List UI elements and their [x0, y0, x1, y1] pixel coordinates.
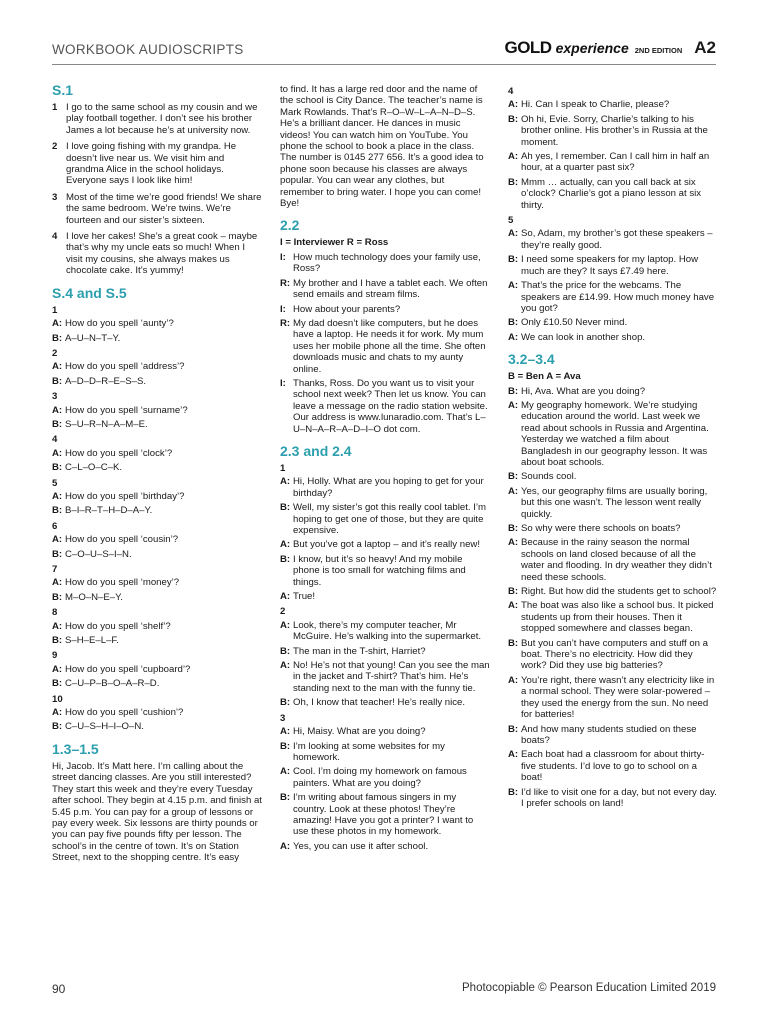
dialogue-line [508, 317, 718, 328]
dialogue-line [52, 405, 262, 416]
speaker-label: B: [280, 645, 291, 657]
dialogue-text: I’m looking at some websites for my homework. [293, 740, 445, 763]
dialogue-line [508, 177, 718, 211]
speaker-label: A: [280, 591, 291, 603]
dialogue-number: 5 [508, 215, 514, 227]
dialogue-line [52, 635, 262, 646]
dialogue-line [52, 534, 262, 545]
dialogue-text: C–U–S–H–I–O–N. [65, 721, 144, 733]
speaker-label: A: [52, 534, 63, 546]
dialogue-text: How do you spell ‘surname’? [65, 404, 188, 416]
speaker-label: A: [52, 707, 63, 719]
speaker-label: B: [52, 505, 63, 517]
dialogue-line [52, 664, 262, 675]
speaker-label: A: [280, 840, 291, 852]
dialogue-text: But you’ve got a laptop – and it’s really new! [293, 539, 481, 551]
dialogue-line [508, 386, 718, 397]
speaker-label: B: [280, 553, 291, 565]
dialogue-text: C–L–O–C–K. [65, 462, 123, 474]
dialogue-line [508, 151, 718, 174]
dialogue-text: How about your parents? [293, 303, 401, 315]
dialogue-text: B–I–R–T–H–D–A–Y. [65, 505, 153, 517]
section-heading: 2.2 [280, 217, 300, 234]
speaker-label: A: [52, 318, 63, 330]
dialogue-text: No! He’s not that young! Can you see the man in the jacket and T-shirt? That’s him. He’s standing next to the man with the funny tie. [293, 660, 490, 694]
item-number: 1 [52, 102, 58, 113]
dialogue-line [52, 361, 262, 372]
dialogue-text: Hi, Maisy. What are you doing? [293, 726, 426, 738]
dialogue-text: M–O–N–E–Y. [65, 591, 123, 603]
dialogue-line [280, 660, 490, 694]
section-heading: S.1 [52, 82, 74, 98]
dialogue-text: I’d like to visit one for a day, but not every day. I prefer schools on land! [521, 786, 717, 809]
dialogue-text: I need some speakers for my laptop. How much are they? It says £7.49 here. [521, 254, 699, 277]
dialogue-text: Yes, our geography films are usually boring, but this one wasn’t. The lesson went really quickly. [521, 485, 708, 520]
dialogue-line [52, 376, 262, 387]
speaker-label: A: [280, 476, 291, 488]
speaker-label: B: [508, 637, 519, 649]
speaker-label: B: [280, 502, 291, 514]
dialogue-number: 1 [52, 304, 58, 316]
dialogue-line [508, 586, 718, 597]
dialogue-number: 2 [52, 347, 58, 359]
dialogue-text: A–U–N–T–Y. [65, 332, 121, 344]
speaker-label: I: [280, 251, 286, 263]
dialogue-line [52, 721, 262, 732]
dialogue-line [280, 591, 490, 602]
dialogue-text: Sounds cool. [521, 471, 577, 483]
dialogue-line [508, 749, 718, 783]
dialogue-text: I know, but it’s so heavy! And my mobile phone is too small for watching films and things. [293, 553, 466, 588]
dialogue-text: Hi. Can I speak to Charlie, please? [521, 99, 670, 111]
speaker-label: B: [280, 697, 291, 709]
speaker-label: I: [280, 303, 286, 315]
speaker-label: B: [52, 721, 63, 733]
dialogue-line [280, 554, 490, 588]
dialogue-line [508, 638, 718, 672]
numbered-item [52, 141, 262, 187]
speaker-label: B: [508, 113, 519, 125]
dialogue-text: The man in the T-shirt, Harriet? [293, 645, 426, 657]
dialogue-line [508, 600, 718, 634]
speaker-label: A: [508, 537, 519, 549]
dialogue-text: And how many students studied on these boats? [521, 723, 697, 746]
speaker-label: A: [508, 399, 519, 411]
dialogue-line [280, 252, 490, 275]
item-text: I love going fishing with my grandpa. He doesn’t live near us. We visit him and grandma Alice in the school holidays. Everyone says I look like him! [66, 141, 237, 187]
dialogue-line [52, 448, 262, 459]
dialogue-line [52, 592, 262, 603]
dialogue-number: 2 [280, 606, 286, 618]
dialogue-line [508, 332, 718, 343]
dialogue-text: So, Adam, my brother’s got these speakers – they’re really good. [521, 228, 713, 251]
dialogue-line [52, 491, 262, 502]
dialogue-text: Only £10.50 Never mind. [521, 317, 628, 329]
dialogue-line [52, 707, 262, 718]
dialogue-text: Thanks, Ross. Do you want us to visit your school next week? Then let us know. You can leave a message on the radio station website. Our address is www.lunaradio.com. That’s L–U–N–A–R–A–D–I–O dot com. [293, 377, 488, 435]
dialogue-number: 3 [52, 391, 58, 403]
page-number: 90 [52, 982, 66, 996]
dialogue-line [52, 419, 262, 430]
column-2 [280, 82, 490, 855]
speaker-label: B: [52, 462, 63, 474]
dialogue-line [508, 228, 718, 251]
dialogue-line [280, 741, 490, 764]
speaker-label: B: [52, 375, 63, 387]
dialogue-text: How do you spell ‘birthday’? [65, 490, 185, 502]
brand-experience: experience [555, 40, 629, 56]
speaker-key: I = Interviewer R = Ross [280, 237, 389, 249]
dialogue-text: The boat was also like a school bus. It picked students up from their houses. Then it stopped somewhere and classes began. [521, 600, 714, 635]
dialogue-text: How do you spell ‘aunty’? [65, 318, 174, 330]
speaker-label: R: [280, 317, 291, 329]
speaker-label: A: [508, 600, 519, 612]
brand-edition: 2ND EDITION [634, 46, 683, 55]
speaker-label: B: [52, 635, 63, 647]
dialogue-number: 4 [52, 434, 58, 446]
dialogue-text: Oh, I know that teacher! He’s really nice. [293, 697, 466, 709]
speaker-label: B: [280, 792, 291, 804]
dialogue-text: Because in the rainy season the normal schools on land closed because of all the water and flooding. In dry weather they didn’t need these schools. [521, 537, 712, 583]
dialogue-line [52, 678, 262, 689]
speaker-label: A: [508, 485, 519, 497]
dialogue-text: How do you spell ‘money’? [65, 577, 180, 589]
speaker-label: B: [508, 385, 519, 397]
speaker-label: A: [280, 619, 291, 631]
dialogue-text: My dad doesn’t like computers, but he does have a laptop. He needs it for work. My mum uses her mobile phone all the time. She often downloads music and chats to my aunty online. [293, 317, 486, 375]
speaker-label: A: [508, 674, 519, 686]
speaker-label: B: [52, 678, 63, 690]
dialogue-line [508, 724, 718, 747]
dialogue-number: 3 [280, 712, 286, 724]
dialogue-line [52, 462, 262, 473]
section-heading: S.4 and S.5 [52, 284, 127, 301]
column-1 [52, 82, 262, 868]
numbered-item [52, 192, 262, 226]
dialogue-text: C–O–U–S–I–N. [65, 548, 132, 560]
dialogue-line [52, 333, 262, 344]
speaker-label: A: [508, 99, 519, 111]
speaker-label: B: [508, 523, 519, 534]
item-text: I go to the same school as my cousin and we play football together. I don’t see his brother James a lot because he’s at university now. [66, 102, 258, 136]
dialogue-line [280, 502, 490, 536]
dialogue-text: Yes, you can use it after school. [293, 840, 429, 852]
speaker-label: B: [52, 548, 63, 560]
dialogue-line [52, 577, 262, 588]
paragraph: to find. It has a large red door and the name of the school is City Dance. The teacher’s name is Mark Rowlands. That’s R–O–W–L–A–N–D–S. He’s a brilliant dancer. He dances in music videos! You can watch him on YouTube. You phone the school to book a place in the class. The number is 0145 277 656. It’s a good idea to phone soon because his classes are always popular. You can wear any clothes, but remember to bring water. I hope you can come! Bye! [280, 84, 484, 210]
dialogue-text: I’m writing about famous singers in my country. Look at these photos! They’re amazing! Have you got a printer? I want to use these photos in my homework. [293, 792, 474, 838]
speaker-label: A: [508, 280, 519, 292]
dialogue-line [52, 621, 262, 632]
column-3 [508, 82, 718, 812]
dialogue-line [280, 726, 490, 737]
dialogue-text: You’re right, there wasn’t any electricity like in a normal school. They were solar-powered – they used the energy from the sun. No need for batteries! [521, 674, 715, 721]
speaker-label: B: [508, 254, 519, 266]
dialogue-text: How do you spell ‘clock’? [65, 447, 173, 459]
speaker-label: A: [280, 726, 291, 738]
dialogue-line [508, 400, 718, 468]
dialogue-text: How do you spell ‘cushion’? [65, 707, 184, 719]
copyright-notice: Photocopiable © Pearson Education Limited 2019 [462, 982, 716, 994]
speaker-label: R: [280, 277, 291, 289]
section-heading: 2.3 and 2.4 [280, 442, 352, 459]
dialogue-line [508, 523, 718, 534]
speaker-label: B: [508, 586, 519, 598]
section-heading: 1.3–1.5 [52, 740, 99, 757]
dialogue-line [508, 114, 718, 148]
dialogue-text: So why were there schools on boats? [521, 523, 681, 534]
dialogue-line [280, 476, 490, 499]
item-text: I love her cakes! She’s a great cook – maybe that’s why my uncle eats so much! When I visit my cousins, she always makes us chocolate cake. It’s yummy! [66, 231, 258, 277]
dialogue-text: C–U–P–B–O–A–R–D. [65, 678, 160, 690]
dialogue-text: How do you spell ‘shelf’? [65, 620, 171, 632]
dialogue-line [508, 537, 718, 583]
dialogue-text: A–D–D–R–E–S–S. [65, 375, 147, 387]
dialogue-text: Look, there’s my computer teacher, Mr McGuire. He’s walking into the supermarket. [293, 619, 482, 643]
paragraph: Hi, Jacob. It’s Matt here. I’m calling about the street dancing classes. Are you still interested? They start this week and they’re every Tuesday after school. They begin at 4.15 p.m. and finish at 5.45 p.m. You can pay for a group of lessons or pay every week. Six lessons are thirty pounds or you can pay five pounds fifty per lesson. The school’s in the centre of town. It’s on Station Street, next to the shopping centre. It’s easy [52, 760, 262, 864]
speaker-label: A: [52, 404, 63, 416]
dialogue-text: How do you spell ‘address’? [65, 361, 185, 373]
speaker-label: A: [508, 151, 519, 163]
dialogue-number: 6 [52, 520, 58, 532]
speaker-label: B: [508, 176, 519, 188]
dialogue-line [52, 318, 262, 329]
brand-level: A2 [694, 38, 716, 57]
dialogue-line [508, 254, 718, 277]
dialogue-text: My brother and I have a tablet each. We often send emails and stream films. [293, 277, 488, 301]
dialogue-line [280, 278, 490, 301]
dialogue-text: Mmm … actually, can you call back at six o’clock? Charlie’s got a piano lesson at six thirty. [521, 176, 702, 211]
dialogue-text: S–H–E–L–F. [65, 635, 119, 647]
speaker-key: B = Ben A = Ava [508, 371, 581, 383]
dialogue-text: Hi, Ava. What are you doing? [521, 385, 646, 397]
speaker-label: A: [52, 490, 63, 502]
speaker-label: A: [52, 361, 63, 373]
speaker-label: A: [280, 539, 291, 551]
dialogue-line [508, 280, 718, 314]
dialogue-text: Hi, Holly. What are you hoping to get for your birthday? [293, 476, 484, 499]
dialogue-text: Ah yes, I remember. Can I call him in half an hour, at a quarter past six? [521, 151, 710, 174]
dialogue-line [508, 471, 718, 482]
brand-gold: GOLD [504, 38, 552, 57]
dialogue-line [52, 549, 262, 560]
numbered-item [52, 231, 262, 277]
speaker-label: I: [280, 377, 286, 389]
dialogue-number: 7 [52, 564, 58, 575]
item-number: 2 [52, 141, 58, 153]
speaker-label: B: [52, 591, 63, 603]
dialogue-line [280, 378, 490, 435]
speaker-label: A: [508, 331, 519, 343]
dialogue-number: 9 [52, 650, 58, 662]
dialogue-line [280, 620, 490, 643]
dialogue-number: 1 [280, 462, 286, 474]
dialogue-text: S–U–R–N–A–M–E. [65, 418, 148, 430]
speaker-label: A: [280, 766, 291, 778]
speaker-label: B: [508, 723, 519, 735]
speaker-label: A: [52, 663, 63, 675]
dialogue-text: Right. But how did the students get to school? [521, 586, 717, 598]
dialogue-line [280, 841, 490, 852]
dialogue-line [508, 486, 718, 520]
dialogue-number: 10 [52, 693, 63, 705]
dialogue-line [508, 675, 718, 721]
dialogue-text: How do you spell ‘cupboard’? [65, 663, 191, 675]
dialogue-line [52, 505, 262, 516]
dialogue-text: But you can’t have computers and stuff on a boat. There’s no electricity. How did they work? Did they use big batteries? [521, 637, 709, 672]
dialogue-text: My geography homework. We’re studying education around the world. Last week we read about schools in Russia and Argentina. Yesterday we watched a film about Bangladesh in our geography lesson. It was about boat schools. [521, 399, 709, 468]
speaker-label: B: [508, 471, 519, 483]
dialogue-number: 4 [508, 86, 514, 97]
dialogue-line [280, 792, 490, 838]
speaker-label: B: [52, 418, 63, 430]
dialogue-text: Each boat had a classroom for about thirty-five students. I’d love to go to school on a boat! [521, 749, 705, 784]
speaker-label: A: [508, 749, 519, 761]
dialogue-text: True! [293, 591, 316, 603]
item-number: 4 [52, 231, 58, 243]
dialogue-text: How do you spell ‘cousin’? [65, 534, 179, 546]
speaker-label: A: [280, 660, 291, 672]
brand-logo [504, 38, 716, 58]
speaker-label: A: [52, 577, 63, 589]
dialogue-line [508, 99, 718, 110]
dialogue-line [280, 646, 490, 657]
speaker-label: B: [508, 317, 519, 329]
numbered-item [52, 102, 262, 136]
dialogue-text: We can look in another shop. [521, 331, 646, 343]
dialogue-text: How much technology does your family use, Ross? [293, 251, 481, 275]
page-header [52, 38, 716, 65]
speaker-label: A: [508, 228, 519, 240]
dialogue-line [280, 304, 490, 315]
dialogue-text: Oh hi, Evie. Sorry, Charlie’s talking to his brother online. His brother’s in Russia at the moment. [521, 113, 708, 148]
speaker-label: A: [52, 447, 63, 459]
dialogue-line [280, 539, 490, 550]
speaker-label: B: [52, 332, 63, 344]
speaker-label: B: [508, 786, 519, 798]
dialogue-text: Well, my sister’s got this really cool tablet. I’m hoping to get one of those, but they are quite expensive. [293, 502, 487, 536]
dialogue-line [508, 787, 718, 810]
dialogue-line [280, 766, 490, 789]
item-text: Most of the time we’re good friends! We share the same bedroom. We’re twins. We’re fourteen and our sister’s sixteen. [66, 191, 262, 226]
item-number: 3 [52, 191, 58, 203]
section-heading: 3.2–3.4 [508, 351, 555, 368]
dialogue-number: 8 [52, 607, 58, 619]
dialogue-text: Cool. I’m doing my homework on famous painters. What are you doing? [293, 766, 467, 789]
speaker-label: B: [280, 740, 291, 752]
dialogue-line [280, 318, 490, 375]
dialogue-line [280, 697, 490, 708]
header-title: WORKBOOK AUDIOSCRIPTS [52, 42, 244, 57]
dialogue-text: That’s the price for the webcams. The speakers are £14.99. How much money have you got? [521, 280, 715, 314]
speaker-label: A: [52, 620, 63, 632]
dialogue-number: 5 [52, 477, 58, 489]
